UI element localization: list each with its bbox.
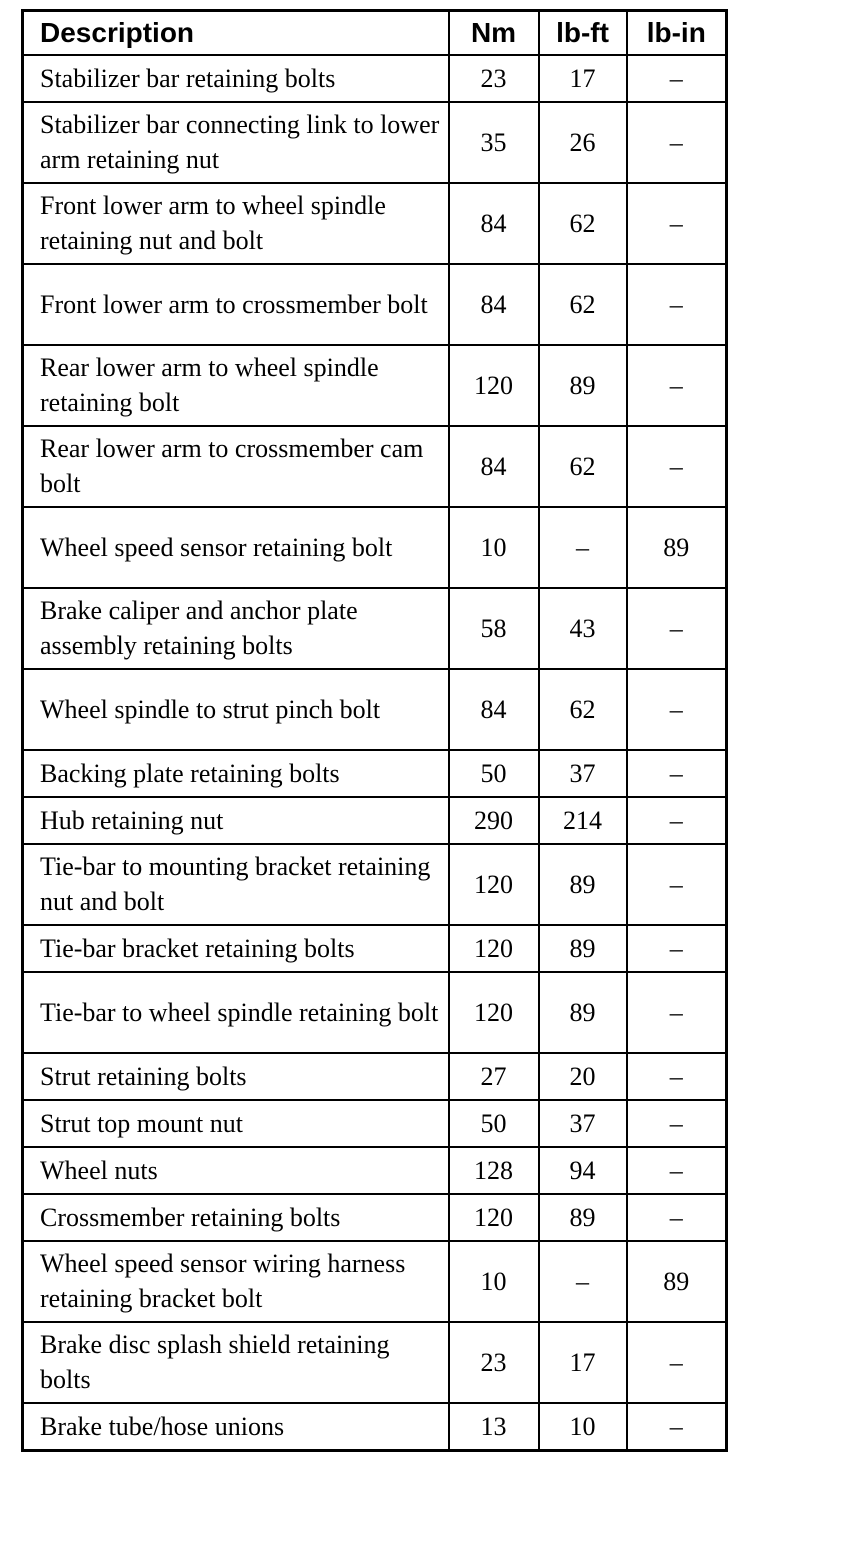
column-header-lb-in: lb-in [627, 11, 727, 56]
cell-lb-ft: 62 [539, 426, 627, 507]
cell-lb-ft: 43 [539, 588, 627, 669]
cell-lb-ft: – [539, 1241, 627, 1322]
cell-lb-in: – [627, 55, 727, 102]
cell-lb-ft: 62 [539, 264, 627, 345]
table-row [23, 588, 727, 669]
cell-description: Brake caliper and anchor plate assembly retaining bolts [23, 588, 449, 669]
cell-description: Stabilizer bar retaining bolts [23, 55, 449, 102]
cell-lb-ft: 214 [539, 797, 627, 844]
cell-lb-in: – [627, 844, 727, 925]
table-row [23, 797, 727, 844]
cell-nm: 120 [449, 1194, 539, 1241]
cell-lb-in: – [627, 1147, 727, 1194]
cell-description: Wheel speed sensor retaining bolt [23, 507, 449, 588]
cell-nm: 84 [449, 669, 539, 750]
table-row [23, 183, 727, 264]
cell-nm: 120 [449, 345, 539, 426]
table-row [23, 972, 727, 1053]
cell-description: Backing plate retaining bolts [23, 750, 449, 797]
table-row [23, 507, 727, 588]
cell-lb-ft: 89 [539, 1194, 627, 1241]
table-header-row [23, 11, 727, 56]
cell-nm: 128 [449, 1147, 539, 1194]
cell-description: Brake disc splash shield retaining bolts [23, 1322, 449, 1403]
cell-lb-ft: 17 [539, 55, 627, 102]
cell-lb-ft: 17 [539, 1322, 627, 1403]
cell-lb-in: – [627, 1194, 727, 1241]
cell-lb-ft: 37 [539, 750, 627, 797]
cell-lb-ft: 89 [539, 844, 627, 925]
table-row [23, 1403, 727, 1451]
cell-nm: 50 [449, 1100, 539, 1147]
cell-lb-in: – [627, 102, 727, 183]
table-row [23, 345, 727, 426]
cell-lb-in: – [627, 426, 727, 507]
cell-nm: 120 [449, 925, 539, 972]
cell-nm: 50 [449, 750, 539, 797]
cell-nm: 84 [449, 183, 539, 264]
cell-lb-ft: 89 [539, 972, 627, 1053]
table-row [23, 102, 727, 183]
table-row [23, 925, 727, 972]
cell-lb-ft: 62 [539, 183, 627, 264]
table-row [23, 1194, 727, 1241]
cell-nm: 10 [449, 1241, 539, 1322]
table-row [23, 1053, 727, 1100]
cell-description: Wheel nuts [23, 1147, 449, 1194]
table-row [23, 426, 727, 507]
table-row [23, 844, 727, 925]
cell-nm: 10 [449, 507, 539, 588]
cell-lb-in: – [627, 345, 727, 426]
cell-lb-ft: 89 [539, 925, 627, 972]
cell-description: Strut top mount nut [23, 1100, 449, 1147]
cell-description: Rear lower arm to wheel spindle retaining bolt [23, 345, 449, 426]
cell-lb-in: 89 [627, 1241, 727, 1322]
cell-description: Wheel spindle to strut pinch bolt [23, 669, 449, 750]
cell-lb-in: – [627, 925, 727, 972]
cell-description: Tie-bar to wheel spindle retaining bolt [23, 972, 449, 1053]
cell-lb-ft: 10 [539, 1403, 627, 1451]
cell-description: Brake tube/hose unions [23, 1403, 449, 1451]
cell-lb-in: 89 [627, 507, 727, 588]
cell-lb-ft: 94 [539, 1147, 627, 1194]
cell-lb-in: – [627, 1100, 727, 1147]
cell-nm: 84 [449, 426, 539, 507]
table-row [23, 1147, 727, 1194]
cell-description: Wheel speed sensor wiring harness retaining bracket bolt [23, 1241, 449, 1322]
cell-nm: 35 [449, 102, 539, 183]
cell-lb-in: – [627, 972, 727, 1053]
cell-description: Tie-bar bracket retaining bolts [23, 925, 449, 972]
table-row [23, 1241, 727, 1322]
cell-nm: 27 [449, 1053, 539, 1100]
cell-lb-ft: 20 [539, 1053, 627, 1100]
cell-description: Strut retaining bolts [23, 1053, 449, 1100]
column-header-lb-ft: lb-ft [539, 11, 627, 56]
cell-lb-in: – [627, 1322, 727, 1403]
table-row [23, 264, 727, 345]
cell-lb-in: – [627, 264, 727, 345]
cell-nm: 290 [449, 797, 539, 844]
table-row [23, 669, 727, 750]
cell-lb-in: – [627, 1053, 727, 1100]
cell-description: Stabilizer bar connecting link to lower arm retaining nut [23, 102, 449, 183]
cell-lb-ft: 89 [539, 345, 627, 426]
cell-description: Front lower arm to wheel spindle retaining nut and bolt [23, 183, 449, 264]
cell-nm: 23 [449, 1322, 539, 1403]
cell-lb-ft: 26 [539, 102, 627, 183]
cell-nm: 120 [449, 972, 539, 1053]
cell-nm: 13 [449, 1403, 539, 1451]
table-row [23, 1100, 727, 1147]
cell-nm: 120 [449, 844, 539, 925]
cell-nm: 23 [449, 55, 539, 102]
cell-description: Crossmember retaining bolts [23, 1194, 449, 1241]
cell-lb-ft: 37 [539, 1100, 627, 1147]
cell-lb-ft: 62 [539, 669, 627, 750]
table-row [23, 1322, 727, 1403]
table-row [23, 55, 727, 102]
cell-nm: 84 [449, 264, 539, 345]
cell-lb-in: – [627, 1403, 727, 1451]
cell-lb-in: – [627, 183, 727, 264]
cell-description: Hub retaining nut [23, 797, 449, 844]
cell-lb-ft: – [539, 507, 627, 588]
cell-lb-in: – [627, 669, 727, 750]
cell-nm: 58 [449, 588, 539, 669]
column-header-description: Description [23, 11, 449, 56]
cell-description: Tie-bar to mounting bracket retaining nut and bolt [23, 844, 449, 925]
cell-lb-in: – [627, 750, 727, 797]
table-row [23, 750, 727, 797]
cell-lb-in: – [627, 797, 727, 844]
column-header-nm: Nm [449, 11, 539, 56]
torque-specification-table [21, 9, 728, 1452]
cell-description: Rear lower arm to crossmember cam bolt [23, 426, 449, 507]
cell-lb-in: – [627, 588, 727, 669]
cell-description: Front lower arm to crossmember bolt [23, 264, 449, 345]
